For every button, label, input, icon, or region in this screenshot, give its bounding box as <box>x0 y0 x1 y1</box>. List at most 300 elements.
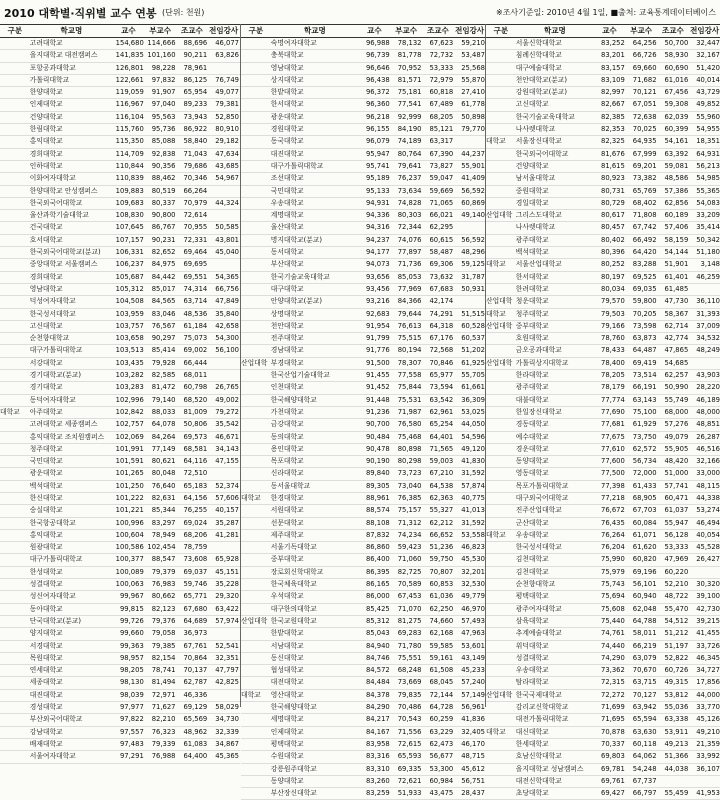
table-row <box>486 272 720 284</box>
category-label <box>486 714 516 725</box>
associate-salary: 73,750 <box>632 432 657 441</box>
instructor-salary <box>208 186 240 197</box>
category-label <box>241 530 271 541</box>
table-row <box>486 50 720 62</box>
assistant-salary: 69,024 <box>183 518 208 527</box>
assistant-salary: 72,614 <box>183 211 208 220</box>
category-label <box>486 579 516 590</box>
assistant-salary: 67,176 <box>429 334 454 343</box>
assistant-salary: 61,485 <box>664 284 689 293</box>
assistant-salary: 67,210 <box>429 469 454 478</box>
school-name: 홍익대학교 조치원캠퍼스 <box>29 432 105 441</box>
category-label: 산업대학 <box>486 297 513 306</box>
assistant-salary: 36,973 <box>183 629 208 638</box>
instructor-salary: 45,126 <box>696 715 720 724</box>
associate-salary: 76,237 <box>397 174 422 183</box>
associate-salary: 72,638 <box>632 112 657 121</box>
instructor-salary: 47,634 <box>215 149 239 158</box>
professor-salary: 95,133 <box>365 186 390 195</box>
professor-salary: 154,680 <box>115 39 144 47</box>
professor-salary: 97,291 <box>119 752 144 761</box>
assistant-salary: 69,551 <box>183 272 208 281</box>
table-row <box>0 677 240 689</box>
category-label <box>241 272 271 283</box>
instructor-salary: 42,730 <box>696 604 720 613</box>
associate-salary: 91,907 <box>151 88 176 97</box>
associate-salary: 67,453 <box>397 592 422 601</box>
school-name: 목포가톨릭대학교 <box>515 481 569 490</box>
assistant-salary: 59,003 <box>429 457 454 466</box>
associate-salary: 60,940 <box>632 592 657 601</box>
professor-salary: 73,362 <box>601 666 625 675</box>
professor-salary: 70,337 <box>601 739 625 748</box>
category-label <box>486 161 516 172</box>
header-school: 학교명 <box>60 26 83 35</box>
category-label <box>486 554 516 565</box>
instructor-salary: 30,320 <box>696 580 720 589</box>
instructor-salary: 65,928 <box>215 555 239 564</box>
professor-salary: 79,503 <box>601 309 625 318</box>
table-row <box>0 99 240 111</box>
instructor-salary: 35,287 <box>215 518 239 527</box>
professor-salary: 77,690 <box>601 407 625 416</box>
instructor-salary: 50,931 <box>461 284 486 293</box>
instructor-salary: 49,852 <box>696 100 720 109</box>
assistant-salary: 69,306 <box>429 260 454 269</box>
table-row <box>486 641 720 653</box>
assistant-salary: 73,632 <box>429 272 454 281</box>
assistant-salary: 50,990 <box>664 383 689 392</box>
associate-salary: 82,585 <box>151 371 176 380</box>
assistant-salary: 62,961 <box>429 407 454 416</box>
table-row <box>0 481 240 493</box>
assistant-salary: 58,367 <box>664 309 689 318</box>
table-row <box>486 99 720 111</box>
table-row <box>0 358 240 370</box>
instructor-salary <box>689 567 720 578</box>
associate-salary: 71,780 <box>397 641 422 650</box>
instructor-salary: 56,213 <box>696 161 720 170</box>
table-row <box>241 444 486 456</box>
instructor-salary: 49,002 <box>215 395 239 404</box>
instructor-salary: 21,359 <box>696 739 720 748</box>
category-label <box>241 604 271 615</box>
associate-salary: 59,423 <box>397 543 422 552</box>
professor-salary: 97,822 <box>119 715 144 724</box>
school-name: 호원대학교 <box>515 334 549 343</box>
school-name: 중원대학교 <box>515 186 549 195</box>
associate-salary: 73,634 <box>397 186 422 195</box>
school-name: 동서울대학교 <box>270 481 311 490</box>
school-name: 경희대학교 <box>29 272 63 281</box>
instructor-salary: 33,209 <box>696 211 720 220</box>
assistant-salary: 72,144 <box>429 690 454 699</box>
category-label <box>486 444 516 455</box>
school-name: 단국대학교(분교) <box>29 616 82 625</box>
instructor-salary: 59,210 <box>461 39 486 47</box>
associate-salary: 70,205 <box>632 309 657 318</box>
professor-salary: 91,954 <box>365 321 390 330</box>
table-row <box>0 665 240 677</box>
professor-salary: 100,604 <box>115 530 144 539</box>
professor-salary: 72,315 <box>601 678 625 687</box>
table-row <box>0 727 240 739</box>
instructor-salary: 48,715 <box>461 752 486 761</box>
table-row <box>486 702 720 714</box>
associate-salary: 79,385 <box>151 641 176 650</box>
table-row <box>0 309 240 321</box>
category-label: 대학교 <box>486 530 506 539</box>
category-label <box>486 198 516 209</box>
associate-salary: 67,737 <box>632 776 657 785</box>
table-row <box>0 210 240 222</box>
table-row <box>241 198 486 210</box>
professor-salary: 96,988 <box>365 39 390 47</box>
table-row <box>241 87 486 99</box>
instructor-salary: 32,447 <box>696 39 720 47</box>
associate-salary: 84,366 <box>397 297 422 306</box>
instructor-salary: 51,515 <box>461 309 486 318</box>
professor-salary: 93,456 <box>365 284 390 293</box>
associate-salary: 88,033 <box>151 407 176 416</box>
instructor-salary: 43,729 <box>696 88 720 97</box>
professor-salary: 78,433 <box>601 346 625 355</box>
table-row <box>0 222 240 234</box>
assistant-salary: 51,000 <box>664 469 689 478</box>
professor-salary: 88,574 <box>365 506 390 515</box>
professor-salary: 69,427 <box>601 789 625 798</box>
instructor-salary: 46,516 <box>696 444 720 453</box>
instructor-salary: 54,596 <box>461 432 486 441</box>
associate-salary: 73,598 <box>632 321 657 330</box>
category-label <box>241 481 271 492</box>
table-row <box>0 149 240 161</box>
category-label <box>0 222 30 233</box>
category-label <box>486 75 516 86</box>
table-row <box>486 284 720 296</box>
associate-salary: 88,547 <box>151 555 176 564</box>
associate-salary: 76,385 <box>397 493 422 502</box>
category-label <box>241 173 271 184</box>
category-label <box>486 235 516 246</box>
assistant-salary: 54,161 <box>664 137 689 146</box>
school-name: 한려대학교 <box>515 284 549 293</box>
table-row <box>241 333 486 345</box>
instructor-salary: 32,405 <box>461 727 486 736</box>
assistant-salary: 51,197 <box>664 641 689 650</box>
associate-salary: 79,379 <box>151 567 176 576</box>
assistant-salary: 62,257 <box>664 371 689 380</box>
professor-salary: 84,167 <box>365 727 390 736</box>
instructor-salary: 18,351 <box>696 137 720 146</box>
category-label <box>241 382 271 393</box>
associate-salary: 76,567 <box>151 321 176 330</box>
assistant-salary: 61,016 <box>664 75 689 84</box>
category-label <box>241 677 271 688</box>
table-row <box>0 579 240 591</box>
associate-salary: 72,971 <box>151 690 176 699</box>
associate-salary: 81,472 <box>151 383 176 392</box>
category-label <box>241 321 271 332</box>
instructor-salary: 66,756 <box>215 284 239 293</box>
professor-salary: 93,656 <box>365 272 390 281</box>
professor-salary: 100,089 <box>115 567 144 576</box>
professor-salary: 91,455 <box>365 371 390 380</box>
professor-salary: 77,500 <box>601 469 625 478</box>
category-label: 대학교 <box>486 137 506 146</box>
category-label <box>241 505 271 516</box>
table-row <box>486 87 720 99</box>
header-professor: 교수 <box>121 26 136 35</box>
school-name: 건양대학교 <box>515 161 549 170</box>
professor-salary: 96,438 <box>365 75 390 84</box>
associate-salary: 80,621 <box>151 457 176 466</box>
category-label <box>241 764 271 775</box>
associate-salary: 62,572 <box>632 444 657 453</box>
category-label <box>241 432 271 443</box>
instructor-salary: 48,851 <box>696 420 720 429</box>
associate-salary: 79,928 <box>151 358 176 367</box>
table-row <box>241 259 486 271</box>
header-category: 구분 <box>248 26 264 35</box>
table-row <box>486 432 720 444</box>
school-name: 천안대학교 <box>270 321 304 330</box>
assistant-salary: 49,079 <box>664 432 689 441</box>
associate-salary: 69,660 <box>632 63 657 72</box>
school-name: 위덕대학교 <box>515 641 549 650</box>
school-name: 예수대학교 <box>515 432 549 441</box>
professor-salary: 91,448 <box>365 395 390 404</box>
table-row <box>0 395 240 407</box>
school-name: 백석대학교 <box>515 248 549 257</box>
instructor-salary: 42,825 <box>215 678 239 687</box>
table-row <box>0 653 240 665</box>
instructor-salary: 31,592 <box>461 469 486 478</box>
table-row <box>241 567 486 579</box>
category-label <box>486 112 516 123</box>
professor-salary: 86,165 <box>365 580 390 589</box>
table-row <box>486 739 720 751</box>
header-school: 학교명 <box>544 26 566 35</box>
table-row <box>0 518 240 530</box>
school-name: 홍익대학교 <box>29 530 63 539</box>
category-label <box>0 173 30 184</box>
associate-salary: 79,641 <box>397 161 422 170</box>
professor-salary: 103,283 <box>115 383 144 392</box>
instructor-salary: 56,751 <box>461 776 486 785</box>
assistant-salary: 64,318 <box>429 321 454 330</box>
instructor-salary <box>689 776 720 787</box>
associate-salary: 80,764 <box>397 149 422 158</box>
associate-salary: 80,898 <box>397 444 422 453</box>
category-label <box>241 370 271 381</box>
professor-salary: 104,508 <box>115 297 144 306</box>
header-assistant: 조교수 <box>181 26 203 35</box>
school-name: 아주대학교 <box>29 407 63 416</box>
instructor-salary: 50,898 <box>461 112 486 121</box>
professor-salary: 91,236 <box>365 407 390 416</box>
category-label: 산업대학 <box>486 321 513 330</box>
associate-salary: 71,070 <box>397 604 422 613</box>
associate-salary: 95,563 <box>151 112 176 121</box>
professor-salary: 75,743 <box>601 580 625 589</box>
category-label <box>0 272 30 283</box>
category-label <box>241 456 271 467</box>
category-label <box>0 468 30 479</box>
assistant-salary: 74,291 <box>429 309 454 318</box>
professor-salary: 82,353 <box>601 125 625 134</box>
associate-salary: 82,154 <box>151 653 176 662</box>
associate-salary: 79,835 <box>397 690 422 699</box>
header-professor: 교수 <box>367 26 382 35</box>
professor-salary: 98,130 <box>119 678 144 687</box>
table-row <box>0 690 240 702</box>
school-name: 제주대학교 <box>270 530 304 539</box>
table-body <box>0 38 240 764</box>
professor-salary: 101,591 <box>115 457 144 466</box>
category-label <box>0 530 30 541</box>
table-row <box>241 591 486 603</box>
associate-salary: 84,565 <box>151 297 176 306</box>
category-label: 대학교 <box>241 690 261 699</box>
table-row <box>241 690 486 702</box>
table-row <box>486 407 720 419</box>
assistant-salary: 62,787 <box>183 678 208 687</box>
professor-salary: 107,645 <box>115 223 144 232</box>
table-row <box>241 727 486 739</box>
professor-salary: 92,683 <box>365 309 390 318</box>
category-label <box>0 579 30 590</box>
associate-salary: 98,228 <box>151 63 176 72</box>
associate-salary: 84,975 <box>151 260 176 269</box>
assistant-salary: 61,508 <box>429 666 454 675</box>
school-name: 청운대학교 <box>515 297 549 306</box>
table-row <box>0 198 240 210</box>
school-name: 경원대학교 <box>270 125 304 134</box>
instructor-salary: 47,963 <box>461 629 486 638</box>
school-name: 덕성여자대학교 <box>29 297 76 306</box>
school-name: 성신여자대학교 <box>29 592 76 601</box>
associate-salary: 97,832 <box>151 75 176 84</box>
category-label <box>241 542 271 553</box>
professor-salary: 106,237 <box>115 260 144 269</box>
school-name: 동양대학교 <box>270 776 304 785</box>
category-label <box>486 222 516 233</box>
associate-salary: 76,640 <box>151 481 176 490</box>
instructor-salary: 53,601 <box>461 641 486 650</box>
assistant-salary: 73,594 <box>429 383 454 392</box>
school-name: 울산과학기술대학교 <box>29 211 89 220</box>
instructor-salary: 44,050 <box>461 420 486 429</box>
instructor-salary: 32,201 <box>461 567 486 576</box>
instructor-salary: 25,568 <box>461 63 486 72</box>
associate-salary: 84,190 <box>397 125 422 134</box>
source-note: ※조사기준일: 2010년 4월 1일, ■출처: 교육통계데이터베이스 <box>495 8 716 17</box>
assistant-salary: 67,489 <box>429 100 454 109</box>
associate-salary: 70,670 <box>632 666 657 675</box>
table-row <box>241 751 486 763</box>
school-name: 대구한의대학교 <box>270 604 317 613</box>
professor-salary: 101,250 <box>115 481 144 490</box>
associate-salary: 82,123 <box>151 604 176 613</box>
category-label <box>241 567 271 578</box>
assistant-salary: 52,822 <box>664 653 689 662</box>
associate-salary: 69,035 <box>632 284 657 293</box>
professor-salary: 81,676 <box>601 149 625 158</box>
professor-salary: 75,440 <box>601 616 625 625</box>
associate-salary: 78,949 <box>151 530 176 539</box>
instructor-salary: 17,856 <box>696 678 720 687</box>
school-name: 서원대학교 <box>270 506 304 515</box>
associate-salary: 77,897 <box>397 248 422 257</box>
associate-salary: 90,356 <box>151 161 176 170</box>
school-name: 김천대학교 <box>515 567 549 576</box>
school-name: 경운대학교 <box>515 444 549 453</box>
header-instructor: 전임강사 <box>209 26 239 35</box>
instructor-salary: 33,992 <box>696 752 720 761</box>
school-name: 한국외국어대학교 <box>515 149 569 158</box>
table-row <box>241 468 486 480</box>
associate-salary: 69,335 <box>397 764 422 773</box>
table-row <box>0 186 240 198</box>
school-name: 숙명여자대학교 <box>270 39 317 47</box>
associate-salary: 64,788 <box>632 616 657 625</box>
assistant-salary: 55,459 <box>664 789 689 798</box>
category-label <box>486 653 516 664</box>
associate-salary: 75,468 <box>397 432 422 441</box>
table-row <box>241 112 486 124</box>
category-label <box>0 727 30 738</box>
assistant-salary: 51,212 <box>664 629 689 638</box>
associate-salary: 75,515 <box>397 334 422 343</box>
school-name: 충북대학교 <box>270 51 304 60</box>
table-row <box>486 112 720 124</box>
category-label <box>241 407 271 418</box>
associate-salary: 58,011 <box>632 629 657 638</box>
instructor-salary: 63,826 <box>215 51 239 60</box>
header-associate: 부교수 <box>395 26 418 35</box>
table-row <box>486 333 720 345</box>
assistant-salary: 47,730 <box>664 297 689 306</box>
school-name: 명지대학교(분교) <box>270 235 323 244</box>
assistant-salary: 63,317 <box>429 137 454 146</box>
school-name: 광운대학교 <box>270 112 304 121</box>
table-row <box>0 321 240 333</box>
professor-salary: 99,967 <box>119 592 144 601</box>
school-name: 강원대학교(분교) <box>515 88 568 97</box>
school-name: 인제대학교 <box>29 100 63 109</box>
header-school: 학교명 <box>304 26 326 35</box>
assistant-salary: 62,714 <box>664 321 689 330</box>
school-name: 동서대학교 <box>270 248 304 257</box>
assistant-salary: 61,184 <box>183 321 208 330</box>
associate-salary: 64,420 <box>632 248 657 257</box>
professor-salary: 74,440 <box>601 641 625 650</box>
school-name: 고신대학교 <box>515 100 549 109</box>
associate-salary: 63,630 <box>632 727 657 736</box>
header <box>0 0 720 24</box>
school-name: 한라대학교 <box>515 371 549 380</box>
school-name: 경성대학교 <box>29 703 63 712</box>
table-row <box>0 112 240 124</box>
professor-salary: 80,617 <box>601 211 625 220</box>
table-row <box>486 358 720 370</box>
assistant-salary: 49,315 <box>664 678 689 687</box>
assistant-salary: 62,363 <box>429 493 454 502</box>
instructor-salary: 56,100 <box>215 346 239 355</box>
instructor-salary: 48,249 <box>696 346 720 355</box>
associate-salary: 74,234 <box>397 530 422 539</box>
